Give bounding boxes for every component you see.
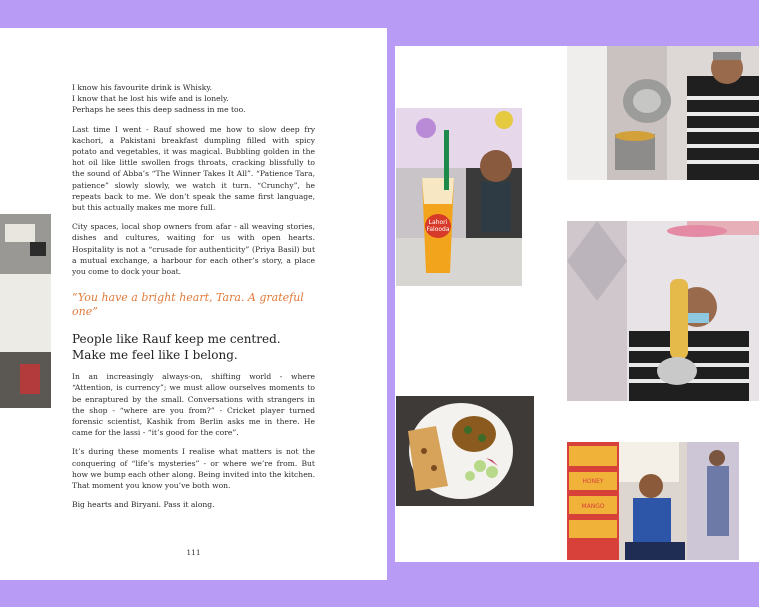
mango-box-label: MANGO xyxy=(581,503,605,510)
kachori-held-photo xyxy=(567,221,759,401)
mango-box-label: HONEY xyxy=(582,478,604,485)
paragraph: Last time I went - Rauf showed me how to slow deep fry kachori, a Pakistani breakfast dumpling filled with spicy potato and vegetables, it was magical. Bubbling golden in the hot oil like little swollen frogs throats, cracking blissfully to the sound of Abba’s “The Winner Takes It All”. “Patience Tara, patience” slowly slowly, we watch it turn. “Crunchy”, he repeats back to me. We don’t speak the same first language, but this actually makes me more full. xyxy=(72,124,315,213)
section-heading: People like Rauf keep me centred. Make me feel like I belong. xyxy=(72,332,281,363)
page-number: 111 xyxy=(186,548,201,557)
paragraph: In an increasingly always-on, shifting world - where “Attention, is currency”; we must allow ourselves moments to be enraptured by the small. Conversations with strangers in the shop - “where are you from?” - Cricket player turned forensic scientist, Kashik from Berlin asks me in there. He came for the lassi - “it’s good for the core”. xyxy=(72,372,315,438)
intro-lines xyxy=(72,82,315,116)
mango-shop-photo xyxy=(567,442,739,560)
falooda-drink-photo xyxy=(396,108,522,286)
shop-interior-photo-partial xyxy=(0,214,51,408)
intro-line: I know that he lost his wife and is lonely. xyxy=(72,94,229,104)
paragraph: It’s during these moments I realise what matters is not the conquering of “life’s mysteries” - or where we’re from. But how we bump each other along. Being invited into the kitchen. That moment you know you’ve both won. xyxy=(72,447,315,491)
cup-label-line: Falooda xyxy=(426,226,450,233)
paragraph: City spaces, local shop owners from afar - all weaving stories, dishes and cultures, waiting for us with open hearts. Hospitality is not a “crusade for authenticity” (Priya Basil) but a mutual exchange, a harbour for each other’s story, a place you come to dock your boat. xyxy=(72,222,315,277)
pull-quote: “You have a bright heart, Tara. A grateful one” xyxy=(72,291,304,319)
intro-line: Perhaps he sees this deep sadness in me too. xyxy=(72,105,246,115)
article-text xyxy=(72,82,315,518)
cup-label-line: Lahori xyxy=(428,219,448,226)
intro-line: I know his favourite drink is Whisky. xyxy=(72,83,213,92)
food-plate-photo xyxy=(396,396,534,506)
kitchen-pot-photo xyxy=(567,46,759,180)
closing-line: Big hearts and Biryani. Pass it along. xyxy=(72,500,215,510)
